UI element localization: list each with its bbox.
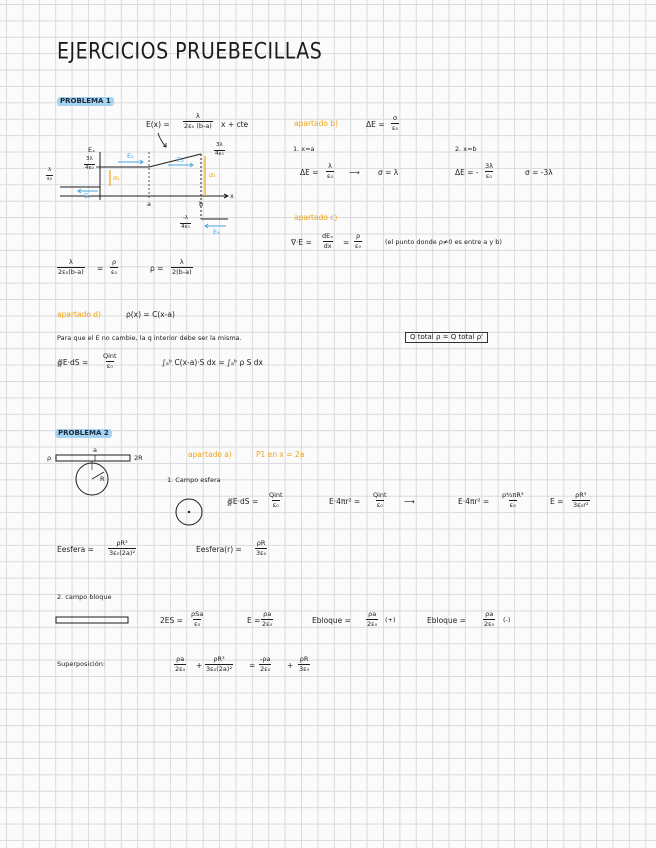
case-1-lhs: ΔE = <box>300 168 319 177</box>
apartado-a-label: apartado a) <box>188 450 232 459</box>
level-3l4e-num: 3λ <box>85 156 93 162</box>
esfera-gauss-fraction <box>268 492 284 508</box>
apartado-c-num-1: dEₓ <box>322 232 334 240</box>
superposicion-den-2: 3ε₀(2a)² <box>206 664 233 673</box>
sigma-1-label: σ₁ <box>113 174 120 182</box>
esfera-e3-den: ε₀ <box>509 500 516 509</box>
rho-eq-den-3: 2(b-a) <box>172 267 192 276</box>
bloque-e1-lhs: 2ES = <box>160 616 183 625</box>
level-left-num: λ <box>47 167 52 173</box>
bloque-e1-den: ε₀ <box>194 619 201 628</box>
superposicion-fraction-2 <box>205 656 233 672</box>
bloque-e3-fraction <box>366 611 378 627</box>
bloque-e4-lhs: Ebloque = <box>427 616 466 625</box>
apartado-c-label: apartado c) <box>294 213 338 222</box>
esfera-r-fraction <box>255 540 267 556</box>
apartado-d-box: Q total ρ = Q total ρ' <box>405 332 488 343</box>
bloque-e3-den: 2ε₀ <box>367 619 378 628</box>
gaussian-sphere-center <box>188 511 190 513</box>
apartado-c-lhs: ∇·E = <box>291 238 312 247</box>
level-right-top-den: 4ε₀ <box>215 150 224 157</box>
case-2-num: 3λ <box>485 162 493 170</box>
level-right-top-num: 3λ <box>215 142 223 148</box>
case-2-label: 2. x=b <box>455 145 477 153</box>
level-right-bottom-den: 4ε₀ <box>181 223 190 230</box>
case-2-result: σ = -3λ <box>525 168 553 177</box>
bloque-e1-num: ρSa <box>191 610 204 618</box>
esfera-gauss-lhs: ∯E·dS = <box>227 497 259 506</box>
level-3l4e-den: 4ε₀ <box>85 164 94 171</box>
field-eq-rhs: x + cte <box>221 120 249 129</box>
superposicion-den-4: 3ε₀ <box>299 664 310 673</box>
bloque-e2-den: 2ε₀ <box>262 619 273 628</box>
field-eq-den: 2ε₀ (b-a) <box>184 121 212 130</box>
level-right-bottom-num: -λ <box>182 215 188 221</box>
esfera-gauss-den: ε₀ <box>272 500 279 509</box>
superposicion-plus-2: + <box>287 661 294 670</box>
rho-eq-den-2: ε₀ <box>111 267 118 276</box>
bloque-e4-sign: (-) <box>503 616 511 624</box>
label-R: R <box>100 475 105 483</box>
case-2-den: ε₀ <box>485 171 493 180</box>
page-title: EJERCICIOS PRUEBECILLAS <box>57 38 323 64</box>
e1-label: E₁ <box>84 192 91 200</box>
label-2R: 2R <box>134 454 143 462</box>
x-axis-label: x <box>230 192 234 200</box>
x-label-a: a <box>147 200 151 208</box>
esfera-r-den: 3ε₀ <box>256 548 267 557</box>
campo-bloque-label: 2. campo bloque <box>57 593 112 601</box>
apartado-b-label: apartado b) <box>294 119 338 128</box>
rho-eq-num-3: λ <box>179 258 184 266</box>
field-eq-num: λ <box>196 112 200 120</box>
esfera-r-lhs: Eesfera(r) = <box>196 545 242 554</box>
esfera-result-lhs: Eesfera = <box>57 545 94 554</box>
bloque-shape <box>56 617 128 623</box>
esfera-e3-num: ρ⁴⁄₃πR³ <box>502 491 524 499</box>
problem-1-header: PROBLEMA 1 <box>57 97 114 106</box>
esfera-arrow: ⟶ <box>404 497 415 506</box>
apartado-b-eq-num: σ <box>393 114 398 122</box>
superposicion-num-4: ρR <box>299 655 309 663</box>
esfera-result-fraction <box>108 540 136 556</box>
apartado-c-num-2: ρ <box>355 232 361 240</box>
apartado-d-integral-eq: ∫ₐᵇ C(x-a)·S dx = ∫ₐᵇ ρ S dx <box>162 358 263 367</box>
superposicion-fraction-3 <box>259 656 271 672</box>
esfera-e3-lhs: E·4πr² = <box>458 497 490 506</box>
superposicion-num-2: ρR³ <box>213 655 225 663</box>
bloque-e4-den: 2ε₀ <box>484 619 495 628</box>
slab-shape <box>56 455 130 461</box>
esfera-e2-fraction <box>372 492 388 508</box>
superposicion-num-3: -ρa <box>260 655 271 663</box>
esfera-result-den: 3ε₀(2a)² <box>109 548 136 557</box>
e2-label: E₂ <box>127 152 134 160</box>
apartado-d-gauss-den: ε₀ <box>106 361 113 370</box>
x-label-b: b <box>199 200 204 208</box>
rho-eq-den-1: 2ε₀(b-a) <box>58 267 84 276</box>
apartado-d-eq: ρ(x) = C(x-a) <box>126 310 175 319</box>
superposicion-den-3: 2ε₀ <box>260 664 271 673</box>
rho-eq-lhs-2: ρ = <box>150 264 164 273</box>
bloque-e2-lhs: E = <box>247 616 261 625</box>
case-2-lhs: ΔE = - <box>455 168 479 177</box>
field-eq-lhs: E(x) = <box>146 120 170 129</box>
esfera-r-num: ρR <box>256 539 266 547</box>
esfera-e2-den: ε₀ <box>376 500 383 509</box>
esfera-e3-fraction <box>501 492 524 508</box>
esfera-e4-den: 3ε₀r² <box>573 500 589 509</box>
case-1-den: ε₀ <box>327 171 334 180</box>
esfera-e4-num: ρR³ <box>575 491 587 499</box>
sigma-2-label: σ₂ <box>209 171 216 179</box>
label-a: a <box>93 446 97 454</box>
bloque-e4-fraction <box>483 611 495 627</box>
apartado-c-den-2: ε₀ <box>355 241 362 250</box>
e4-label: E₄ <box>213 228 220 236</box>
bloque-e1-fraction <box>190 611 204 627</box>
apartado-d-text: Para que el E no cambie, la q interior debe ser la misma. <box>57 334 242 342</box>
ex-axis-label: Eₓ <box>88 146 95 154</box>
superposicion-label: Superposición: <box>57 660 106 668</box>
esfera-gauss-num: Qint <box>269 491 283 499</box>
rho-eq-num-2: ρ <box>111 258 117 266</box>
superposicion-num-1: ρa <box>176 655 185 663</box>
esfera-e4-lhs: E = <box>550 497 564 506</box>
campo-esfera-label: 1. Campo esfera <box>167 476 221 484</box>
problem-2-header: PROBLEMA 2 <box>55 429 112 438</box>
superposicion-den-1: 2ε₀ <box>175 664 186 673</box>
superposicion-equals: = <box>249 661 256 670</box>
esfera-result-num: ρR³ <box>116 539 128 547</box>
case-1-label: 1. x=a <box>293 145 315 153</box>
case-1-arrow: ⟶ <box>349 168 360 177</box>
bloque-e3-sign: (+) <box>385 616 396 624</box>
apartado-b-eq-den: ε₀ <box>392 123 399 132</box>
rho-label: ρ <box>47 454 52 462</box>
esfera-e4-fraction <box>572 492 590 508</box>
apartado-a-cond: P1 en x = 2a <box>256 450 305 459</box>
superposicion-fraction-4 <box>298 656 310 672</box>
apartado-d-label: apartado d) <box>57 310 101 319</box>
bloque-e2-num: ρa <box>263 610 272 618</box>
rho-eq-equals: = <box>97 264 104 273</box>
apartado-b-eq-lhs: ΔE = <box>366 120 385 129</box>
bloque-e4-num: ρa <box>485 610 494 618</box>
superposicion-plus-1: + <box>196 661 203 670</box>
apartado-c-equals: = <box>343 238 350 247</box>
bloque-e3-num: ρa <box>368 610 377 618</box>
apartado-c-note: (el punto donde ρ≠0 es entre a y b) <box>385 238 502 246</box>
apartado-d-gauss-lhs: ∯E·dS = <box>57 358 89 367</box>
rho-eq-num-1: λ <box>68 258 73 266</box>
esfera-e2-lhs: E·4πr² = <box>329 497 361 506</box>
apartado-d-gauss-num: Qint <box>103 352 117 360</box>
case-1-num: λ <box>328 162 332 170</box>
level-left-den: ε₀ <box>47 175 53 182</box>
apartado-c-den-1: dx <box>323 241 332 250</box>
bloque-e3-lhs: Ebloque = <box>312 616 351 625</box>
superposicion-fraction-1 <box>174 656 186 672</box>
e3-label: E₃ <box>177 156 184 164</box>
bloque-e2-fraction <box>261 611 273 627</box>
case-1-result: σ = λ <box>378 168 399 177</box>
esfera-e2-num: Qint <box>373 491 387 499</box>
